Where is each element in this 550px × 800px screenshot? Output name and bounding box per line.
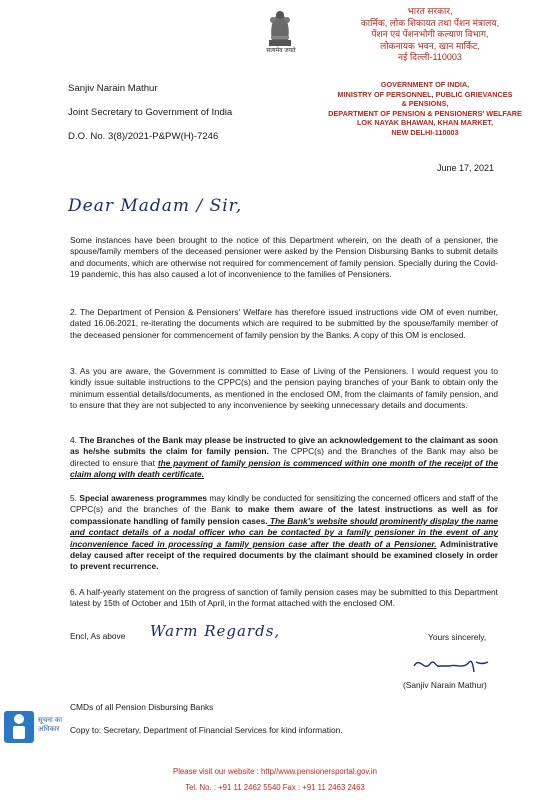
copy-to: Copy to: Secretary, Department of Financial Services for kind information.	[70, 725, 343, 735]
rti-label-line: अधिकार	[38, 726, 60, 733]
paragraph-5-number: 5.	[70, 493, 80, 503]
hindi-line: भारत सरकार,	[407, 6, 453, 16]
footer-website: Please visit our website : http//www.pensionersportal.gov.in	[173, 767, 377, 776]
hindi-letterhead	[330, 6, 530, 64]
paragraph-5-text: may kindly be conducted for sensitizing the concerned officers and staff of the CPPC(s) and the branches of the Bank	[70, 493, 498, 515]
emblem-motto: सत्यमेव जयते	[266, 48, 296, 54]
english-line: DEPARTMENT OF PENSION & PENSIONERS' WELFARE	[328, 108, 522, 118]
handwritten-regards: Warm Regards,	[150, 622, 281, 640]
signature-icon	[410, 652, 490, 676]
paragraph-5	[70, 493, 498, 573]
signatory-name: (Sanjiv Narain Mathur)	[403, 680, 487, 690]
english-line: NEW DELHI-110003	[391, 127, 459, 137]
paragraph-5-emphasis: The Bank's website should prominently display the name and contact details of a nodal officer who can be contacted by a family pensioner in the event of any inconvenience faced in processing a family pension case after the death of a Pensioner.	[70, 515, 498, 549]
english-line: & PENSIONS,	[401, 99, 449, 108]
handwritten-salutation: Dear Madam / Sir,	[68, 196, 243, 216]
paragraph-5-bold-3: Administrative delay caused after receipt of the required documents by the claimant should be examined closely in order to prevent recurrence.	[70, 538, 498, 572]
paragraph-5-bold-1: Special awareness programmes	[79, 493, 208, 503]
paragraph-6: 6. A half-yearly statement on the progress of sanction of family pension cases may be submitted to this Department latest by 15th of October and 15th of April, in the format attached with the enclosed OM.	[70, 587, 498, 609]
paragraph-2: 2. The Department of Pension & Pensioners' Welfare has therefore issued instructions vide OM of even number, dated 16.06.2021, re-iterating the documents which are required to be submitted by the spouse/family member of the deceased pensioner for commencement of family pension by the Banks. A copy of this OM is enclosed.	[70, 307, 498, 340]
paragraph-4-number: 4.	[70, 435, 80, 445]
footer-contact: Tel. No. : +91 11 2462 5540 Fax : +91 11 2463 2463	[185, 783, 365, 792]
paragraph-3: 3. As you are aware, the Government is committed to Ease of Living of the Pensioners. I would request you to kindly issue suitable instructions to the CPPC(s) and the pension paying branches of your Bank to obtain only the minimum essential details/documents, as mentioned in the enclosed OM, from the claimants of family pension, and to ensure that they are not subjected to any inconvenience by seeking unnecessary details and documents.	[70, 366, 498, 411]
hindi-line: लोकनायक भवन, खान मार्किट,	[380, 40, 480, 51]
sender-block	[68, 82, 232, 154]
english-letterhead	[300, 80, 550, 137]
paragraph-4-emphasis: the payment of family pension is commenced within one month of the receipt of the claim along with death certificate.	[70, 457, 498, 480]
hindi-line: कार्मिक, लोक शिकायत तथा पेंशन मंत्रालय,	[360, 17, 500, 28]
letter-date: June 17, 2021	[437, 163, 495, 173]
rti-logo-icon	[4, 711, 34, 743]
rti-label-line: सूचना का	[38, 717, 63, 724]
english-line: LOK NAYAK BHAWAN, KHAN MARKET,	[356, 118, 494, 127]
recipient: CMDs of all Pension Disbursing Banks	[70, 702, 214, 712]
paragraph-4	[70, 435, 498, 481]
paragraph-4-bold: The Branches of the Bank may please be instructed to give an acknowledgement to the claimant as soon as he/she submits the claim for family pension.	[70, 435, 499, 457]
english-line: GOVERNMENT OF INDIA,	[380, 80, 470, 89]
national-emblem-icon	[262, 6, 298, 48]
hindi-line: पेंशन एवं पेंशनभोगी कल्याण विभाग,	[371, 29, 489, 39]
enclosure-note: Encl, As above	[70, 631, 126, 641]
paragraph-4-text: The CPPC(s) and the Branches of the Bank may also be directed to ensure that	[70, 446, 498, 468]
paragraph-5-bold-2: to make them aware of the latest instructions as well as for compassionate handling of family pension cases.	[70, 504, 498, 526]
sender-designation: Joint Secretary to Government of India	[68, 107, 233, 118]
rti-label	[38, 716, 62, 734]
closing-line: Yours sincerely,	[428, 632, 487, 642]
sender-name: Sanjiv Narain Mathur	[68, 83, 158, 94]
paragraph-1: Some instances have been brought to the notice of this Department wherein, on the death of a pensioner, the spouse/family members of the deceased pensioner were asked by the Pension Disbursing Banks to submit details and documents, which are otherwise not required for commencement of family pension. Specially during the Covid-19 pandemic, this has also caused a lot of inconvenience to the families of Pensioners.	[70, 235, 498, 280]
hindi-line: नई दिल्ली-110003	[398, 52, 462, 62]
do-number: D.O. No. 3(8)/2021-P&PW(H)-7246	[68, 131, 219, 142]
english-line: MINISTRY OF PERSONNEL, PUBLIC GRIEVANCES	[337, 89, 513, 99]
